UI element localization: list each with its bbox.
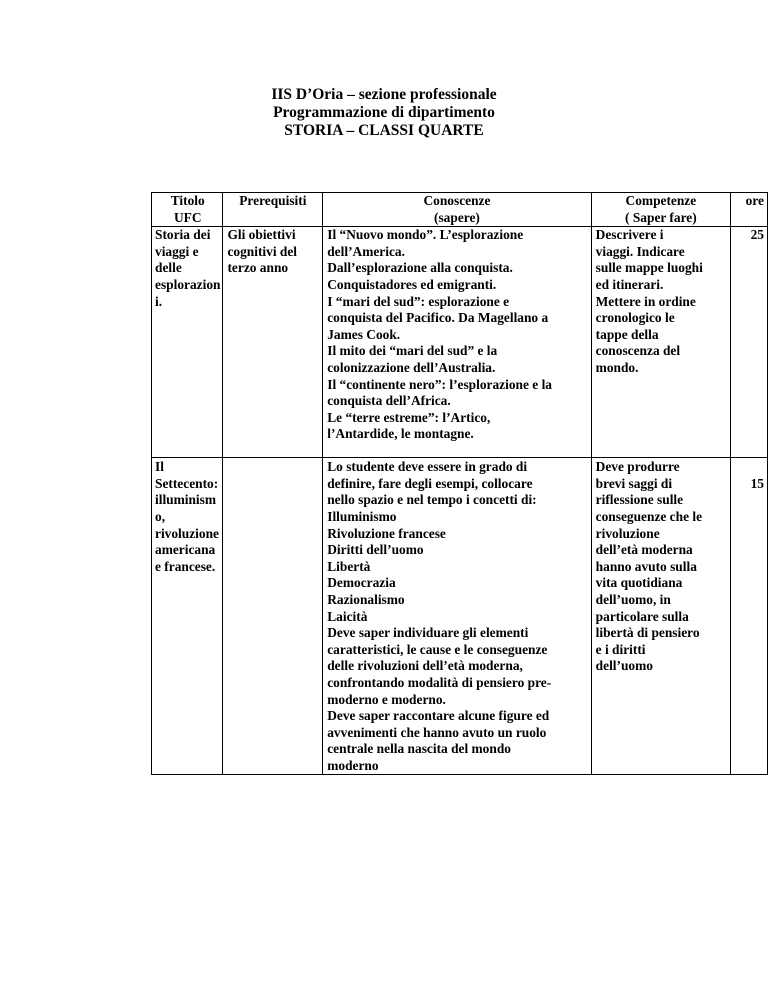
cell-ore: 25 (731, 227, 768, 458)
header-titolo: Titolo UFC (152, 193, 223, 227)
cell-prerequisiti: Gli obiettivi cognitivi del terzo anno (223, 227, 323, 458)
cell-competenze: Descrivere i viaggi. Indicare sulle mappe luoghi ed itinerari. Mettere in ordine cronologico le tappe della conoscenza del mondo. (591, 227, 730, 458)
header-ore: ore (731, 193, 768, 227)
cell-ore (731, 458, 768, 775)
curriculum-table (151, 192, 768, 775)
cell-competenze: Deve produrre brevi saggi di riflessione sulle conseguenze che le rivoluzione dell’età moderna hanno avuto sulla vita quotidiana dell’uomo, in particolare sulla libertà di pensiero e i diritti dell’uomo (591, 458, 730, 775)
table-header-row (152, 193, 768, 227)
ore-value: 15 (750, 476, 764, 492)
cell-conoscenze: Lo studente deve essere in grado di definire, fare degli esempi, collocare nello spazio e nel tempo i concetti di: Illuminismo Rivoluzione francese Diritti dell’uomo Libertà Democrazia Razionalismo Laicità Deve saper individuare gli elementi caratteristici, le cause e le conseguenze delle rivoluzioni dell’età moderna, confrontando modalità di pensiero pre- moderno e moderno. Deve saper raccontare alcune figure ed avvenimenti che hanno avuto un ruolo centrale nella nascita del mondo moderno (323, 458, 591, 775)
document-title (0, 86, 768, 140)
title-line-department: Programmazione di dipartimento (273, 104, 495, 121)
cell-conoscenze: Il “Nuovo mondo”. L’esplorazione dell’America. Dall’esplorazione alla conquista. Conquistadores ed emigranti. I “mari del sud”: esplorazione e conquista del Pacifico. Da Magellano a James Cook. Il mito dei “mari del sud” e la colonizzazione dell’Australia. Il “continente nero”: l’esplorazione e la conquista dell’Africa. Le “terre estreme”: l’Artico, l’Antardide, le montagne. (323, 227, 591, 458)
header-conoscenze: Conoscenze (sapere) (323, 193, 591, 227)
cell-prerequisiti (223, 458, 323, 775)
header-prerequisiti: Prerequisiti (223, 193, 323, 227)
title-line-school: IIS D’Oria – sezione professionale (271, 86, 497, 103)
title-line-subject: STORIA – CLASSI QUARTE (284, 122, 484, 139)
cell-titolo: Storia dei viaggi e delle esplorazion i. (152, 227, 223, 458)
table-row (152, 227, 768, 458)
header-competenze: Competenze ( Saper fare) (591, 193, 730, 227)
cell-titolo: Il Settecento: illuminism o, rivoluzione americana e francese. (152, 458, 223, 775)
table-row (152, 458, 768, 775)
